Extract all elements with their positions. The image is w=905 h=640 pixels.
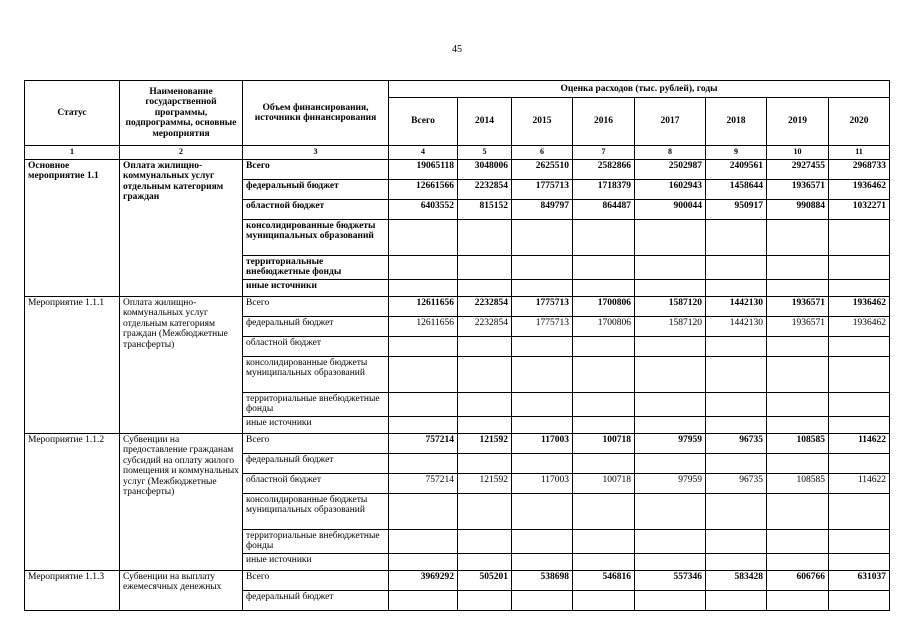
column-number: 7 (573, 146, 635, 160)
row-value: 1442130 (706, 296, 767, 316)
row-value (706, 416, 767, 433)
row-value: 1718379 (573, 179, 635, 199)
row-value (706, 493, 767, 529)
row-value (512, 529, 573, 553)
row-value (512, 493, 573, 529)
row-value (767, 416, 829, 433)
row-value: 1936462 (829, 316, 890, 336)
row-value: 1032271 (829, 199, 890, 219)
row-source: консолидированные бюджеты муниципальных образований (243, 493, 389, 529)
row-value: 108585 (767, 473, 829, 493)
row-value (458, 279, 512, 296)
column-number: 11 (829, 146, 890, 160)
row-value: 114622 (829, 473, 890, 493)
row-value: 900044 (635, 199, 706, 219)
row-value (389, 493, 458, 529)
header-year: Всего (389, 98, 458, 146)
row-source: консолидированные бюджеты муниципальных образований (243, 219, 389, 255)
header-year: 2014 (458, 98, 512, 146)
row-value: 1700806 (573, 296, 635, 316)
row-value (829, 529, 890, 553)
column-number: 5 (458, 146, 512, 160)
row-value (706, 255, 767, 279)
row-value: 1442130 (706, 316, 767, 336)
row-source: областной бюджет (243, 199, 389, 219)
row-value (458, 392, 512, 416)
row-source: иные источники (243, 279, 389, 296)
row-value (706, 392, 767, 416)
row-status: Основное мероприятие 1.1 (25, 159, 120, 296)
row-value (635, 493, 706, 529)
row-source: Всего (243, 296, 389, 316)
header-year: 2016 (573, 98, 635, 146)
row-value (458, 416, 512, 433)
row-value (635, 392, 706, 416)
header-volume: Объем финансирования, источники финансирования (243, 81, 389, 146)
row-value: 2582866 (573, 159, 635, 179)
row-value (829, 493, 890, 529)
row-value: 97959 (635, 433, 706, 453)
row-value: 1700806 (573, 316, 635, 336)
row-source: территориальные внебюджетные фонды (243, 392, 389, 416)
header-name: Наименование государственной программы, подпрограммы, основные мероприятия (120, 81, 243, 146)
row-value (767, 356, 829, 392)
row-value (389, 529, 458, 553)
row-value: 2502987 (635, 159, 706, 179)
row-value (512, 219, 573, 255)
row-value: 3048006 (458, 159, 512, 179)
row-value: 12661566 (389, 179, 458, 199)
row-value (706, 529, 767, 553)
column-number: 8 (635, 146, 706, 160)
row-value (635, 453, 706, 473)
row-program-name: Субвенции на предоставление гражданам субсидий на оплату жилого помещения и коммунальных услуг (Межбюджетные трансферты) (120, 433, 243, 570)
row-value (767, 219, 829, 255)
row-value (573, 356, 635, 392)
row-value: 12611656 (389, 296, 458, 316)
row-value: 606766 (767, 570, 829, 590)
row-value (706, 356, 767, 392)
row-value (635, 255, 706, 279)
row-value: 1936571 (767, 179, 829, 199)
row-source: иные источники (243, 416, 389, 433)
row-value (573, 336, 635, 356)
row-value (512, 356, 573, 392)
row-value: 2232854 (458, 296, 512, 316)
row-program-name: Оплата жилищно-коммунальных услуг отдельным категориям граждан (120, 159, 243, 296)
row-value: 121592 (458, 433, 512, 453)
row-value (512, 392, 573, 416)
header-estimate: Оценка расходов (тыс. рублей), годы (389, 81, 890, 98)
row-value (458, 590, 512, 610)
row-value (573, 416, 635, 433)
row-value (389, 336, 458, 356)
column-number: 4 (389, 146, 458, 160)
row-value (706, 453, 767, 473)
row-source: Всего (243, 159, 389, 179)
row-value (829, 392, 890, 416)
row-value (512, 416, 573, 433)
row-value (635, 219, 706, 255)
page-number: 45 (452, 44, 462, 55)
row-source: иные источники (243, 553, 389, 570)
row-value (389, 279, 458, 296)
row-source: федеральный бюджет (243, 590, 389, 610)
row-source: областной бюджет (243, 336, 389, 356)
row-value (458, 255, 512, 279)
row-source: федеральный бюджет (243, 453, 389, 473)
row-value (573, 453, 635, 473)
row-value (767, 453, 829, 473)
row-status: Мероприятие 1.1.1 (25, 296, 120, 433)
row-value (573, 493, 635, 529)
row-value: 1936462 (829, 179, 890, 199)
row-value (635, 279, 706, 296)
row-value: 505201 (458, 570, 512, 590)
header-year: 2018 (706, 98, 767, 146)
row-value: 117003 (512, 473, 573, 493)
header-year: 2019 (767, 98, 829, 146)
row-value (767, 336, 829, 356)
row-source: федеральный бюджет (243, 316, 389, 336)
row-value (635, 416, 706, 433)
row-value: 3969292 (389, 570, 458, 590)
row-value: 583428 (706, 570, 767, 590)
row-value: 757214 (389, 473, 458, 493)
row-value: 12611656 (389, 316, 458, 336)
row-value (706, 553, 767, 570)
row-value: 100718 (573, 433, 635, 453)
row-value (458, 553, 512, 570)
row-value (573, 590, 635, 610)
table-row (25, 433, 890, 453)
row-value: 815152 (458, 199, 512, 219)
row-value (635, 553, 706, 570)
row-value (389, 255, 458, 279)
row-value: 19065118 (389, 159, 458, 179)
row-value: 2968733 (829, 159, 890, 179)
row-value (389, 453, 458, 473)
row-source: областной бюджет (243, 473, 389, 493)
row-value: 1587120 (635, 316, 706, 336)
column-number: 6 (512, 146, 573, 160)
row-value: 631037 (829, 570, 890, 590)
row-value (829, 553, 890, 570)
row-source: федеральный бюджет (243, 179, 389, 199)
row-value (829, 255, 890, 279)
row-value: 2232854 (458, 179, 512, 199)
row-value (458, 493, 512, 529)
row-value (389, 356, 458, 392)
row-value: 1587120 (635, 296, 706, 316)
row-value (829, 279, 890, 296)
row-value: 2232854 (458, 316, 512, 336)
row-value: 96735 (706, 433, 767, 453)
row-value: 1775713 (512, 179, 573, 199)
row-value (512, 590, 573, 610)
row-value (512, 553, 573, 570)
row-status: Мероприятие 1.1.2 (25, 433, 120, 570)
row-value (389, 392, 458, 416)
row-value: 1775713 (512, 316, 573, 336)
row-value: 2927455 (767, 159, 829, 179)
row-value (635, 590, 706, 610)
row-value: 2409561 (706, 159, 767, 179)
row-value (829, 336, 890, 356)
table-row (25, 159, 890, 179)
row-value (706, 219, 767, 255)
row-value: 990884 (767, 199, 829, 219)
row-value: 757214 (389, 433, 458, 453)
row-value (767, 493, 829, 529)
row-value (389, 553, 458, 570)
row-value: 1936571 (767, 296, 829, 316)
row-value (767, 392, 829, 416)
column-number: 10 (767, 146, 829, 160)
row-value (767, 590, 829, 610)
row-value: 117003 (512, 433, 573, 453)
row-value (706, 336, 767, 356)
row-value (706, 590, 767, 610)
row-value (829, 590, 890, 610)
row-status: Мероприятие 1.1.3 (25, 570, 120, 610)
row-value: 97959 (635, 473, 706, 493)
row-value: 108585 (767, 433, 829, 453)
row-value (458, 356, 512, 392)
row-value (512, 453, 573, 473)
row-value (458, 529, 512, 553)
row-value: 121592 (458, 473, 512, 493)
table-row (25, 570, 890, 590)
row-value (635, 336, 706, 356)
row-program-name: Субвенции на выплату ежемесячных денежных (120, 570, 243, 610)
row-value: 1775713 (512, 296, 573, 316)
row-value (458, 219, 512, 255)
row-value (573, 553, 635, 570)
row-value: 114622 (829, 433, 890, 453)
row-value (512, 279, 573, 296)
row-value: 100718 (573, 473, 635, 493)
row-value: 1936571 (767, 316, 829, 336)
row-value (829, 416, 890, 433)
row-program-name: Оплата жилищно-коммунальных услуг отдельным категориям граждан (Межбюджетные трансферты) (120, 296, 243, 433)
row-value: 1458644 (706, 179, 767, 199)
row-value (512, 336, 573, 356)
row-source: территориальные внебюджетные фонды (243, 529, 389, 553)
row-value: 1602943 (635, 179, 706, 199)
row-value (635, 356, 706, 392)
financing-table (24, 80, 890, 611)
column-number: 9 (706, 146, 767, 160)
row-value (767, 529, 829, 553)
row-source: консолидированные бюджеты муниципальных образований (243, 356, 389, 392)
column-number: 2 (120, 146, 243, 160)
row-value: 546816 (573, 570, 635, 590)
row-value: 96735 (706, 473, 767, 493)
header-status: Статус (25, 81, 120, 146)
row-value (389, 416, 458, 433)
header-year: 2015 (512, 98, 573, 146)
row-value (458, 336, 512, 356)
column-number: 3 (243, 146, 389, 160)
row-value (706, 279, 767, 296)
row-value (829, 356, 890, 392)
row-source: территориальные внебюджетные фонды (243, 255, 389, 279)
row-value: 2625510 (512, 159, 573, 179)
row-source: Всего (243, 433, 389, 453)
row-source: Всего (243, 570, 389, 590)
row-value: 538698 (512, 570, 573, 590)
row-value (767, 255, 829, 279)
row-value (389, 219, 458, 255)
row-value (573, 255, 635, 279)
row-value (829, 219, 890, 255)
row-value (389, 590, 458, 610)
row-value (573, 219, 635, 255)
header-year: 2020 (829, 98, 890, 146)
row-value (767, 553, 829, 570)
row-value: 557346 (635, 570, 706, 590)
header-year: 2017 (635, 98, 706, 146)
row-value (829, 453, 890, 473)
row-value: 6403552 (389, 199, 458, 219)
column-number: 1 (25, 146, 120, 160)
row-value: 950917 (706, 199, 767, 219)
row-value (573, 529, 635, 553)
row-value (458, 453, 512, 473)
row-value (573, 279, 635, 296)
row-value (767, 279, 829, 296)
row-value (573, 392, 635, 416)
row-value: 849797 (512, 199, 573, 219)
row-value: 864487 (573, 199, 635, 219)
row-value (512, 255, 573, 279)
row-value: 1936462 (829, 296, 890, 316)
row-value (635, 529, 706, 553)
table-row (25, 296, 890, 316)
